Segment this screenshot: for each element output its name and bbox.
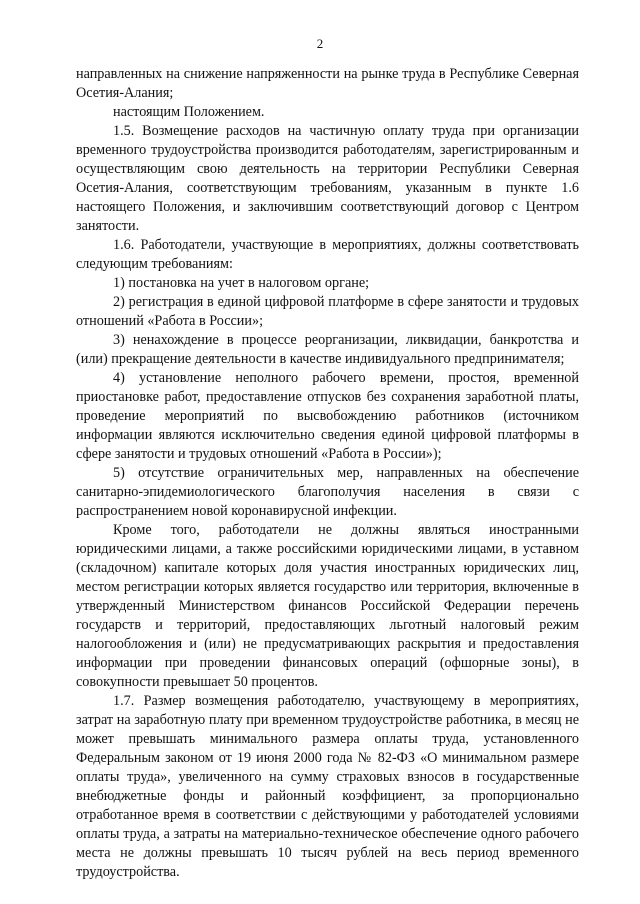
- paragraph-regulation-ref: настоящим Положением.: [113, 104, 265, 120]
- paragraph-1-6: 1.6. Работодатели, участвующие в мероприятиях, должны соответствовать следующим требованиям:: [76, 237, 579, 272]
- document-body: [76, 65, 579, 882]
- requirement-item-3: 3) ненахождение в процессе реорганизации, ликвидации, банкротства и (или) прекращение деятельности в качестве индивидуального предпринимателя;: [76, 332, 579, 367]
- page-number: 2: [316, 36, 324, 51]
- requirement-item-2: 2) регистрация в единой цифровой платформе в сфере занятости и трудовых отношений «Работа в России»;: [76, 294, 579, 329]
- paragraph-continuation: направленных на снижение напряженности на рынке труда в Республике Северная Осетия-Алания;: [76, 66, 579, 101]
- paragraph-foreign-entities: Кроме того, работодатели не должны являться иностранными юридическими лицами, а также российскими юридическими лицами, в уставном (складочном) капитале которых доля участия иностранных юридических лиц, местом регистрации которых является государство или территория, включенные в утвержденный Министерством финансов Российской Федерации перечень государств и территорий, предоставляющих льготный налоговый режим налогообложения и (или) не предусматривающих раскрытия и предоставления информации при проведении финансовых операций (офшорные зоны), в совокупности превышает 50 процентов.: [76, 522, 579, 690]
- requirement-item-4: 4) установление неполного рабочего времени, простоя, временной приостановке работ, предоставление отпусков без сохранения заработной платы, проведение мероприятий по высвобождению работников (источником информации являются исключительно сведения единой цифровой платформы в сфере занятости и трудовых отношений «Работа в России»);: [76, 370, 579, 462]
- requirement-item-1: 1) постановка на учет в налоговом органе;: [113, 275, 370, 291]
- paragraph-1-5: 1.5. Возмещение расходов на частичную оплату труда при организации временного трудоустройства производится работодателям, зарегистрированным и осуществляющим свою деятельность на территории Республики Северная Осетия-Алания, соответствующим требованиям, указанным в пункте 1.6 настоящего Положения, и заключившим соответствующий договор с Центром занятости.: [76, 123, 579, 234]
- requirement-item-5: 5) отсутствие ограничительных мер, направленных на обеспечение санитарно-эпидемиологического благополучия населения в связи с распространением новой коронавирусной инфекции.: [76, 465, 579, 519]
- paragraph-1-7: 1.7. Размер возмещения работодателю, участвующему в мероприятиях, затрат на заработную плату при временном трудоустройстве работника, в месяц не может превышать минимального размера оплаты труда, установленного Федеральным законом от 19 июня 2000 года № 82-ФЗ «О минимальном размере оплаты труда», увеличенного на сумму страховых взносов в государственные внебюджетные фонды и районный коэффициент, за пропорционально отработанное время в соответствии с действующими у работодателей условиями оплаты труда, а затраты на материально-техническое обеспечение одного рабочего места не должны превышать 10 тысяч рублей на весь период временного трудоустройства.: [76, 693, 579, 880]
